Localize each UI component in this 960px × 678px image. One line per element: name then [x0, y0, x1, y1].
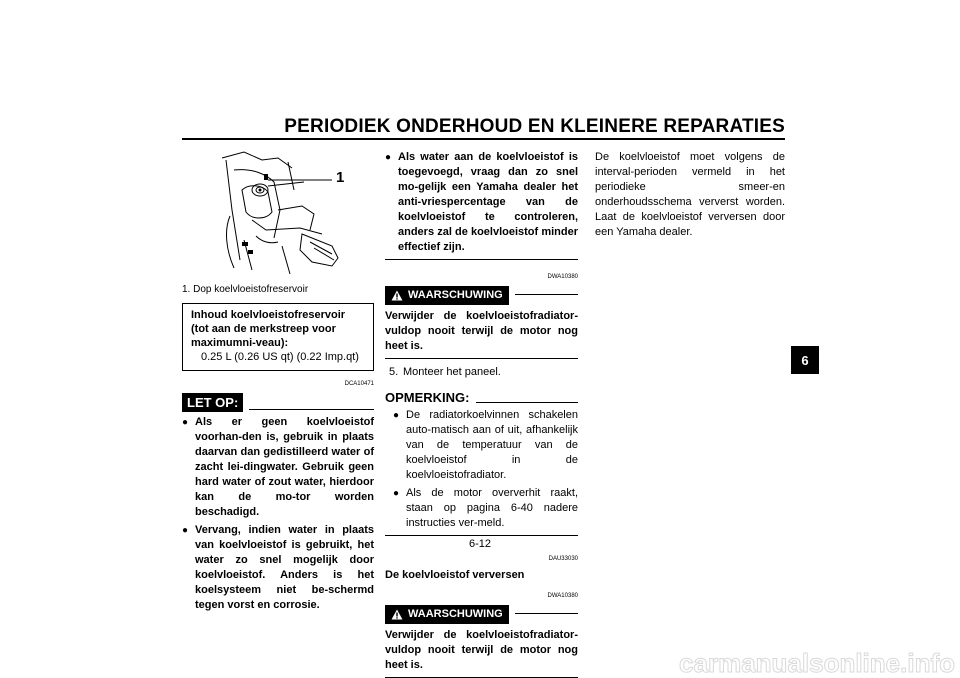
warning-end-rule [385, 358, 578, 359]
list-item: ● De radiatorkoelvinnen schakelen auto-matisch aan of uit, afhankelijk van de temperatuur van de koelvloeistof in de koelvloeistofradiator. [393, 409, 578, 481]
section-title: De koelvloeistof verversen [385, 569, 525, 581]
column-middle [385, 150, 578, 678]
coolant-reservoir-figure [182, 150, 374, 278]
warning-text: Verwijder de koelvloeistofradiator-vuldop nooit terwijl de motor nog heet is. [385, 310, 578, 352]
page-title: PERIODIEK ONDERHOUD EN KLEINERE REPARATIES [284, 116, 785, 137]
warning-rule [515, 613, 578, 614]
bullet-icon: ● [385, 152, 392, 163]
warning-label: WAARSCHUWING [408, 608, 503, 620]
warning-heading [385, 286, 578, 305]
warning-triangle-icon [391, 290, 403, 301]
bullet-icon: ● [182, 417, 189, 428]
step-number: 5. [389, 366, 399, 378]
list-item: ● Als de motor oververhit raakt, staan op pagina 6-40 nadere instructies ver-meld. [393, 487, 578, 529]
note-label: OPMERKING: [385, 390, 470, 405]
step-text: Monteer het paneel. [403, 366, 501, 378]
figure-caption: 1. Dop koelvloeistofreservoir [182, 284, 309, 295]
list-item: ● Als er geen koelvloeistof voorhan-den is, gebruik in plaats daarvan dan gedistilleerd water of zacht lei-dingwater. Gebruik geen hard water of zout water, hierdoor kan de mo-tor worden beschadigd. [182, 416, 374, 518]
note-heading [385, 390, 578, 405]
reference-code: DWA10380 [547, 593, 578, 599]
body-paragraph: De koelvloeistof moet volgens de interval-perioden vermeld in het periodieke smeer-en onderhoudsschema ververst worden. Laat de koelvloeistof verversen door een Yamaha dealer. [595, 151, 785, 238]
watermark [500, 648, 960, 678]
list-item: ● Als water aan de koelvloeistof is toegevoegd, vraag dan zo snel mo-gelijk een Yamaha dealer het anti-vriespercentage van de koelvloeistof te controleren, anders zal de koelvloeistof minder effectief zijn. [385, 151, 578, 253]
chapter-tab: 6 [791, 346, 819, 374]
reference-code: DCA10471 [344, 381, 374, 387]
header-divider [182, 138, 785, 140]
warning-triangle-icon [391, 609, 403, 620]
caution-rule [249, 409, 374, 410]
reference-code: DAU33030 [548, 556, 578, 562]
column-left [182, 150, 374, 613]
caution-heading [182, 393, 374, 412]
spec-value: 0.25 L (0.26 US qt) (0.22 Imp.qt) [201, 351, 359, 363]
motorcycle-illustration [182, 150, 374, 278]
bullet-icon: ● [182, 525, 189, 536]
note-end-rule [385, 535, 578, 536]
reference-code: DWA10380 [547, 274, 578, 280]
figure-callout-number: 1 [336, 169, 345, 186]
warning-rule [515, 294, 578, 295]
warning-badge [385, 286, 509, 305]
note-rule [476, 402, 579, 403]
caution-label: LET OP: [182, 393, 243, 412]
watermark-text: carmanualsonline.info [679, 648, 955, 678]
specification-box [182, 303, 374, 371]
spec-label: Inhoud koelvloeistofreservoir (tot aan de merkstreep voor maximumni-veau): [191, 309, 346, 349]
section-end-rule [385, 259, 578, 260]
warning-badge [385, 605, 509, 624]
step-item [385, 365, 578, 380]
warning-label: WAARSCHUWING [408, 289, 503, 301]
bullet-icon: ● [393, 410, 400, 421]
warning-text: Verwijder de koelvloeistofradiator-vuldop nooit terwijl de motor nog heet is. [385, 629, 578, 671]
list-item: ● Vervang, indien water in plaats van koelvloeistof is gebruikt, het water zo snel mogelijk door koelvloeistof. Anders is het koelsysteem niet be-schermd tegen vorst en corrosie. [182, 524, 374, 611]
bullet-icon: ● [393, 488, 400, 499]
column-right [595, 150, 785, 240]
page-number: 6-12 [468, 538, 492, 550]
warning-heading [385, 605, 578, 624]
